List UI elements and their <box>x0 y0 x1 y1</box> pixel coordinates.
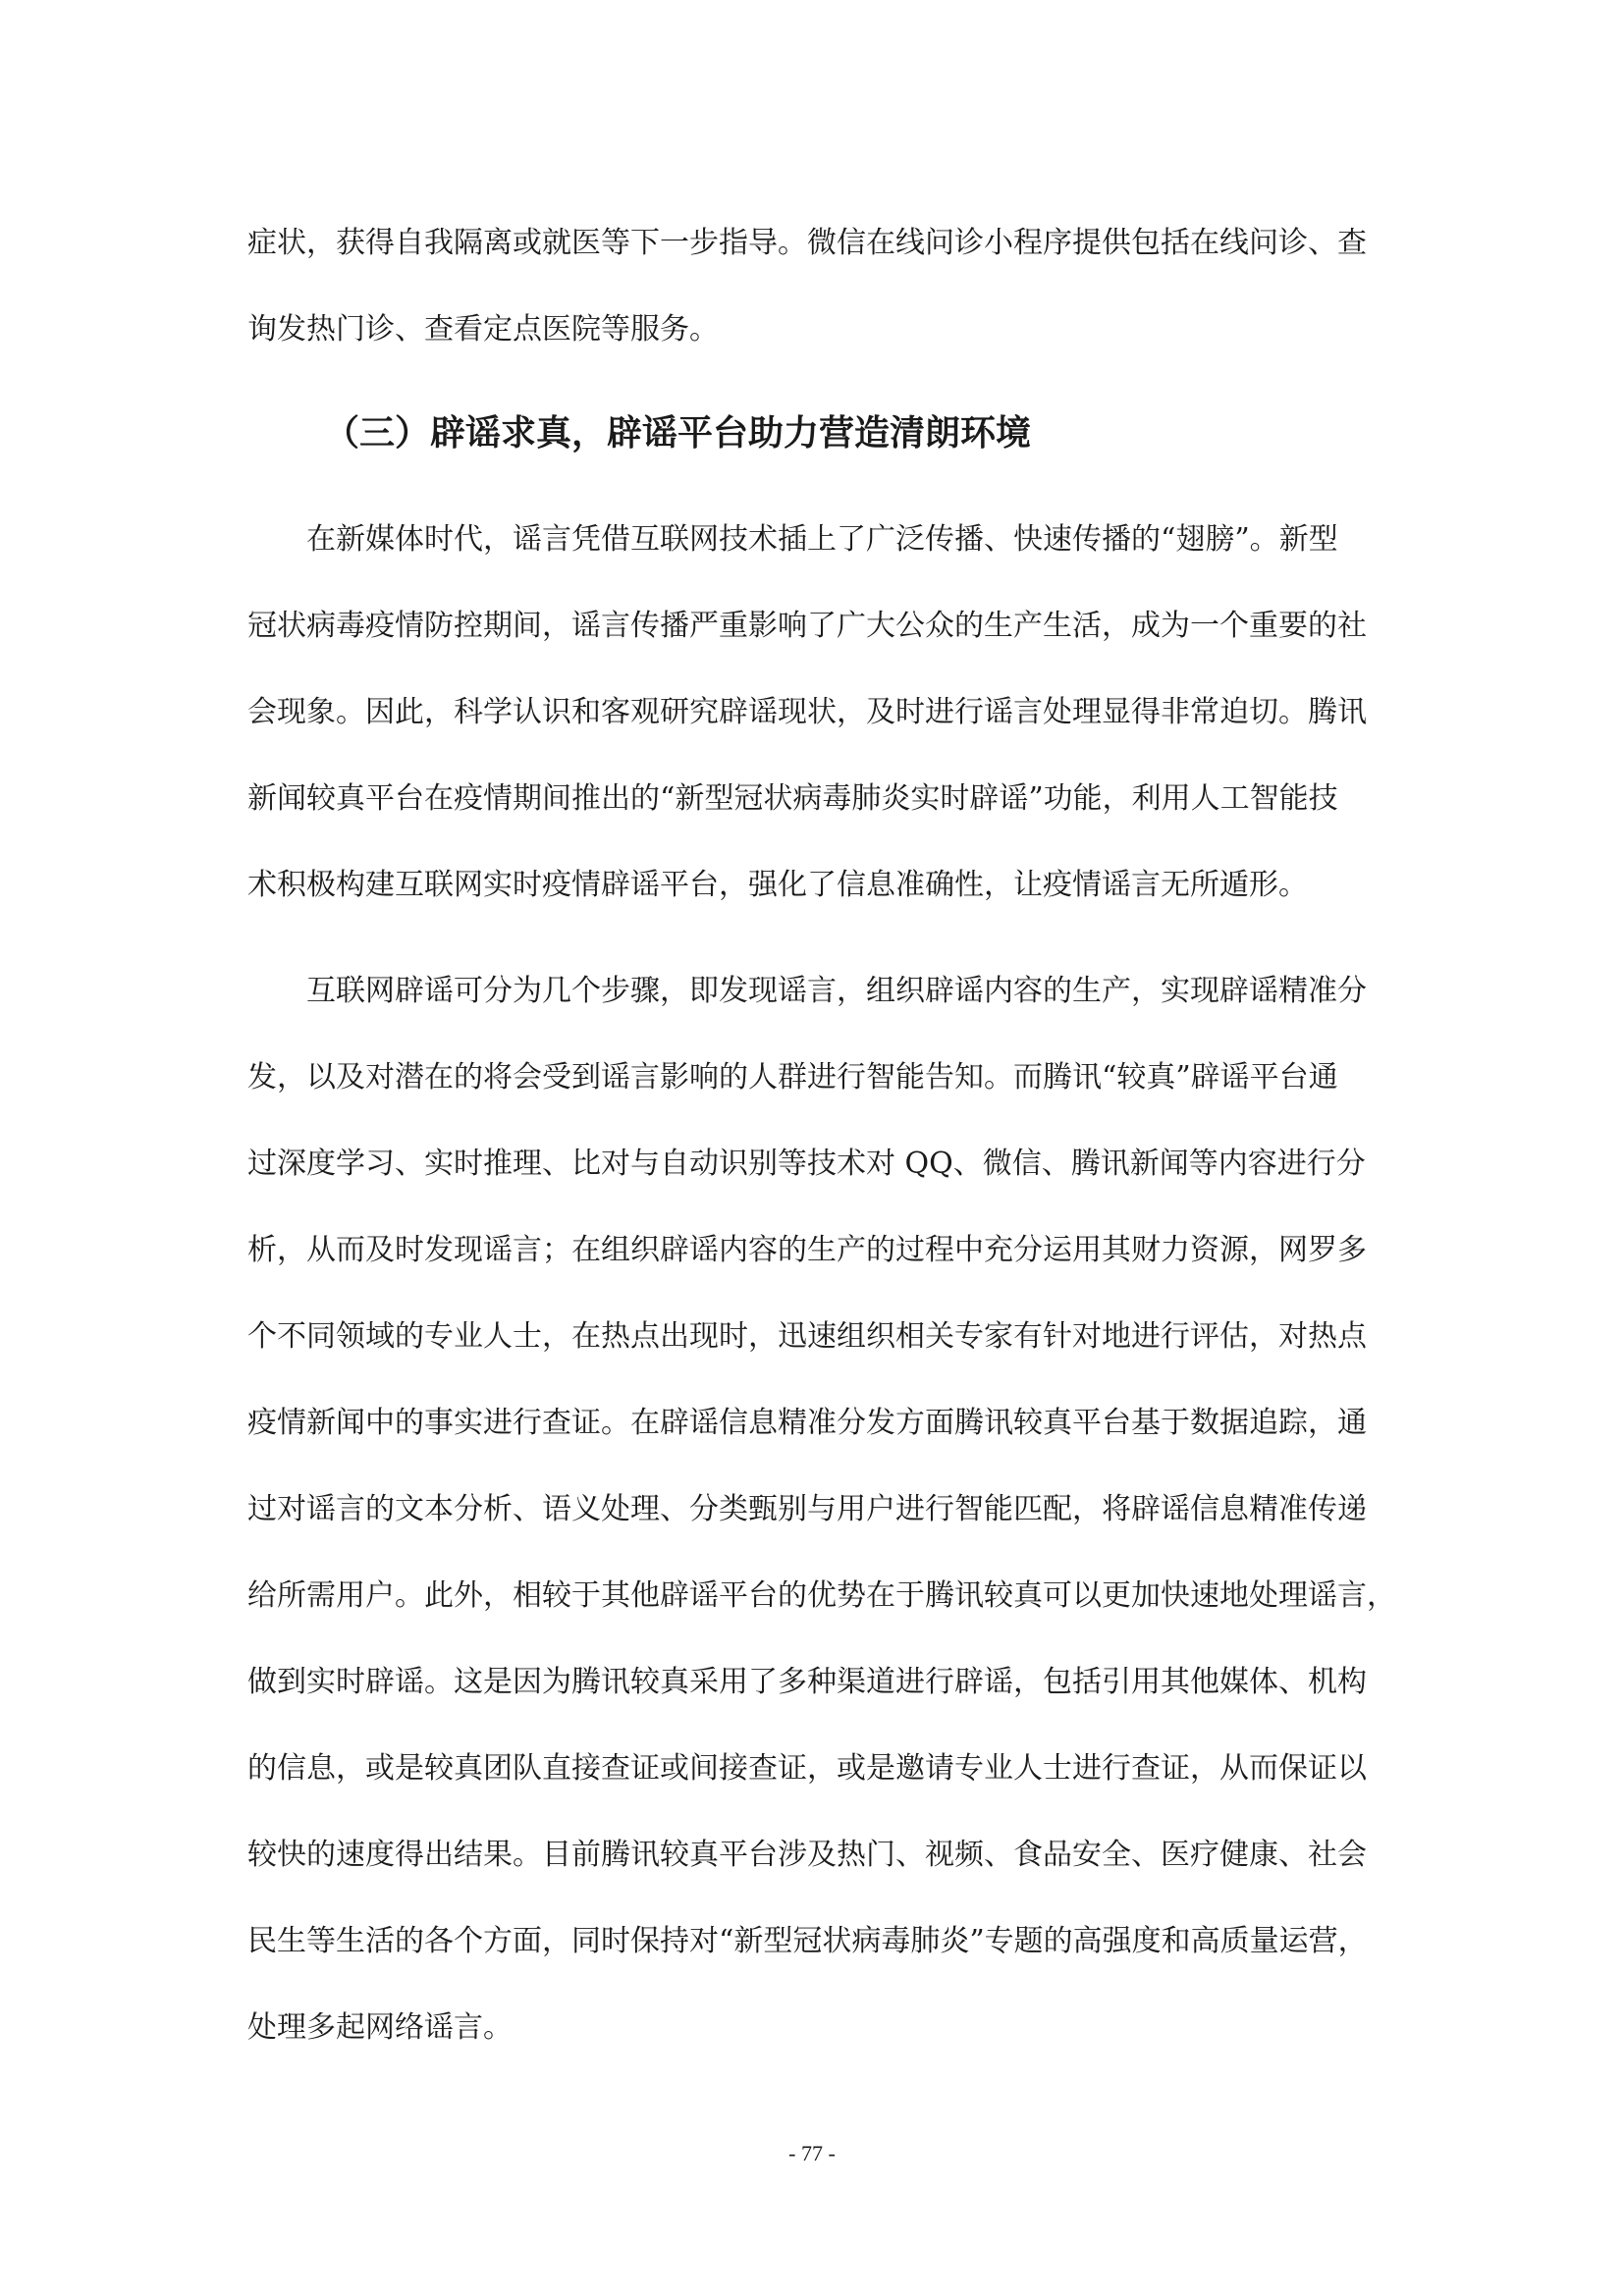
paragraph2-line-9: 做到实时辟谣。这是因为腾讯较真采用了多种渠道进行辟谣，包括引用其他媒体、机构 <box>247 1665 1367 1699</box>
paragraph2-line-8: 给所需用户。此外，相较于其他辟谣平台的优势在于腾讯较真可以更加快速地处理谣言， <box>247 1578 1396 1613</box>
page-number: - 77 - <box>788 2141 836 2165</box>
paragraph2-line-12: 民生等生活的各个方面，同时保持对“新型冠状病毒肺炎”专题的高强度和高质量运营， <box>247 1924 1368 1958</box>
paragraph2-line-7: 过对谣言的文本分析、语义处理、分类甄别与用户进行智能匹配，将辟谣信息精准传递 <box>247 1492 1367 1526</box>
paragraph1-line-5: 术积极构建互联网实时疫情辟谣平台，强化了信息准确性，让疫情谣言无所遁形。 <box>247 868 1308 902</box>
intro-line-2: 询发热门诊、查看定点医院等服务。 <box>247 312 719 347</box>
section-heading: （三）辟谣求真，辟谣平台助力营造清朗环境 <box>324 412 1032 454</box>
paragraph1-line-4: 新闻较真平台在疫情期间推出的“新型冠状病毒肺炎实时辟谣”功能，利用人工智能技 <box>247 781 1338 816</box>
paragraph2-line-5: 个不同领域的专业人士，在热点出现时，迅速组织相关专家有针对地进行评估，对热点 <box>247 1319 1367 1354</box>
paragraph2-line-11: 较快的速度得出结果。目前腾讯较真平台涉及热门、视频、食品安全、医疗健康、社会 <box>247 1838 1367 1872</box>
paragraph1-line-3: 会现象。因此，科学认识和客观研究辟谣现状，及时进行谣言处理显得非常迫切。腾讯 <box>247 695 1367 729</box>
paragraph2-line-10: 的信息，或是较真团队直接查证或间接查证，或是邀请专业人士进行查证，从而保证以 <box>247 1751 1367 1786</box>
paragraph1-line-2: 冠状病毒疫情防控期间，谣言传播严重影响了广大公众的生产生活，成为一个重要的社 <box>247 609 1367 643</box>
paragraph2-line-6: 疫情新闻中的事实进行查证。在辟谣信息精准分发方面腾讯较真平台基于数据追踪，通 <box>247 1406 1367 1440</box>
paragraph1-line-1: 在新媒体时代，谣言凭借互联网技术插上了广泛传播、快速传播的“翅膀”。新型 <box>306 522 1338 557</box>
intro-line-1: 症状，获得自我隔离或就医等下一步指导。微信在线问诊小程序提供包括在线问诊、查 <box>247 226 1367 260</box>
paragraph2-line-3: 过深度学习、实时推理、比对与自动识别等技术对 QQ、微信、腾讯新闻等内容进行分 <box>247 1147 1366 1181</box>
paragraph2-line-4: 析，从而及时发现谣言；在组织辟谣内容的生产的过程中充分运用其财力资源，网罗多 <box>247 1233 1367 1267</box>
paragraph2-line-2: 发，以及对潜在的将会受到谣言影响的人群进行智能告知。而腾讯“较真”辟谣平台通 <box>247 1060 1338 1095</box>
paragraph2-line-13: 处理多起网络谣言。 <box>247 2010 513 2045</box>
paragraph2-line-1: 互联网辟谣可分为几个步骤，即发现谣言，组织辟谣内容的生产，实现辟谣精准分 <box>306 974 1367 1008</box>
